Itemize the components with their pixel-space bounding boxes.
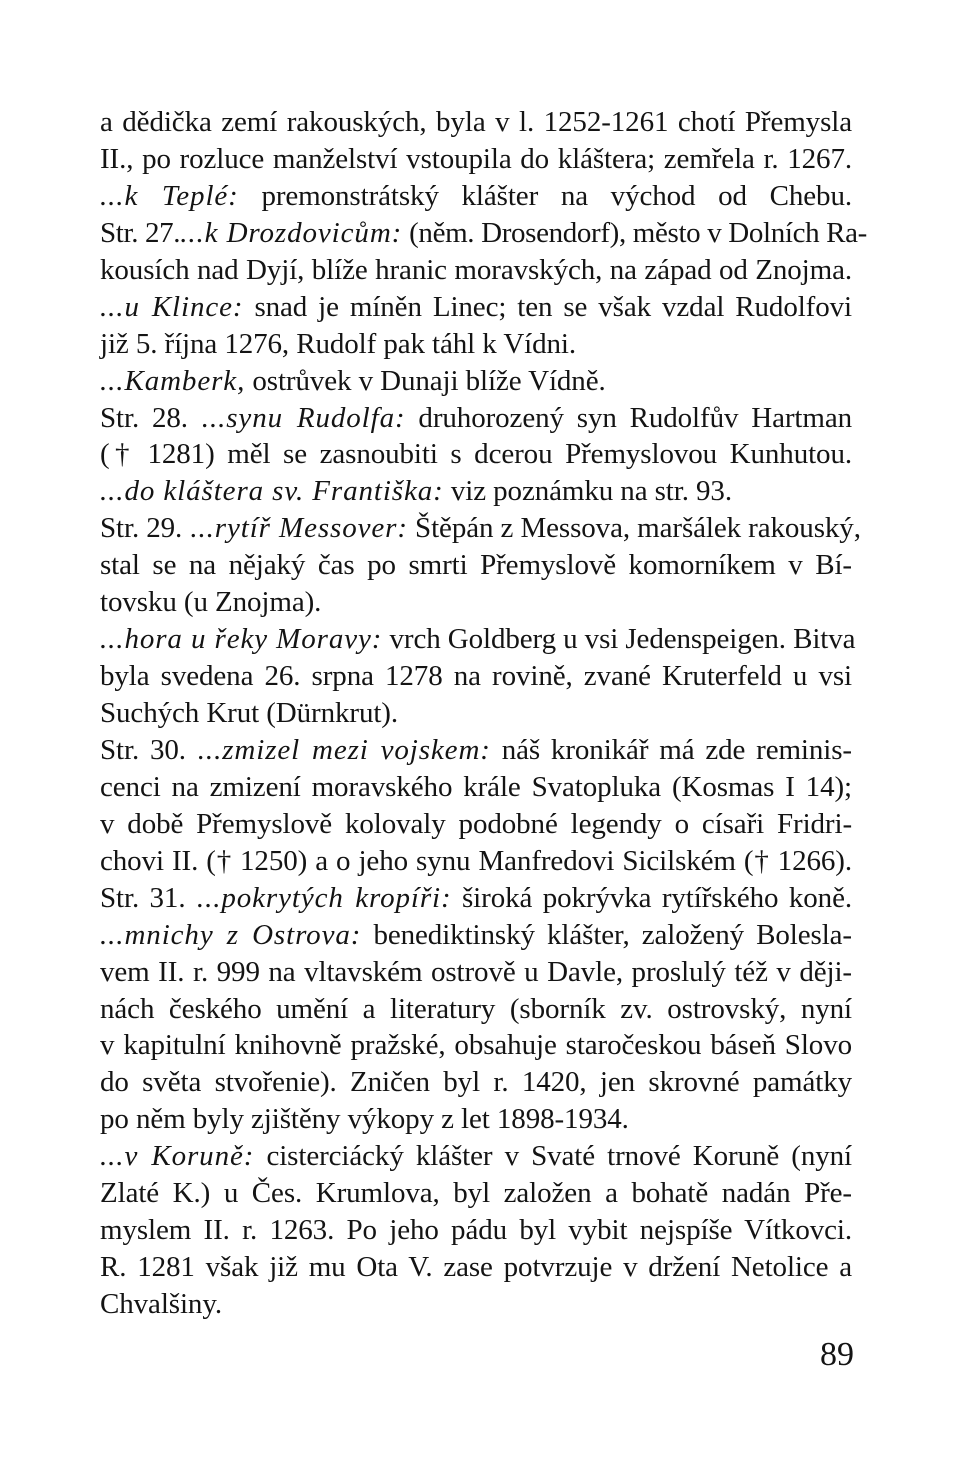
text-line [100, 991, 852, 1028]
text-line [100, 363, 852, 400]
text-segment: chovi II. († 1250) a o jeho synu Manfredovi Sicilském († 1266). [100, 844, 852, 877]
text-segment: náš kronikář má zde reminis- [490, 733, 852, 766]
text-line [100, 1027, 852, 1064]
text-line [100, 806, 852, 843]
italic-term: ...k Teplé: [100, 179, 239, 212]
text-segment: cisterciácký klášter v Svaté trnové Koruně (nyní [254, 1140, 852, 1173]
text-segment: široká pokrývka rytířského koně. [451, 881, 852, 914]
italic-term: ...mnichy z Ostrova: [100, 918, 362, 951]
text-line [100, 510, 861, 547]
text-segment: Str. 30. [100, 733, 186, 766]
text-segment: vem II. r. 999 na vltavském ostrově u Davle, proslulý též v ději- [100, 955, 852, 988]
italic-term: ...pokrytých kropíři: [185, 881, 452, 914]
text-line [100, 658, 852, 695]
text-segment: Str. 29. [100, 512, 183, 545]
text-segment: myslem II. r. 1263. Po jeho pádu byl vybit nejspíše Vítkovci. [100, 1214, 852, 1247]
text-segment: po něm byly zjištěny výkopy z let 1898-1934. [100, 1103, 629, 1136]
text-segment: Zlaté K.) u Čes. Krumlova, byl založen a bohatě nadán Pře- [100, 1177, 852, 1210]
text-segment: benediktinský klášter, založený Bolesla- [361, 918, 852, 951]
text-line [100, 917, 852, 954]
text-line [100, 215, 867, 252]
text-line [100, 880, 852, 917]
text-segment: (něm. Drosendorf), město v Dolních Ra- [402, 216, 867, 249]
text-line [100, 843, 852, 880]
text-line [100, 178, 852, 215]
italic-term: ...hora u řeky Moravy: [100, 623, 383, 656]
text-segment: nách českého umění a literatury (sborník zv. ostrovský, nyní [100, 992, 852, 1025]
text-segment: Štěpán z Messova, maršálek rakouský, [407, 512, 861, 545]
page-number: 89 [820, 1336, 854, 1373]
text-line [100, 695, 852, 732]
text-segment: viz poznámku na str. 93. [443, 475, 732, 508]
text-line [100, 1249, 852, 1286]
italic-term: ...u Klince: [100, 290, 244, 323]
italic-term: ...rytíř Messover: [182, 512, 408, 545]
text-line [100, 732, 852, 769]
text-segment: tovsku (u Znojma). [100, 586, 322, 619]
italic-term: ...synu Rudolfa: [187, 401, 406, 434]
text-segment: v době Přemyslově kolovaly podobné legendy o císaři Fridri- [100, 807, 852, 840]
italic-term: ...do kláštera sv. Františka: [100, 475, 444, 508]
text-segment: již 5. října 1276, Rudolf pak táhl k Vídni. [100, 327, 577, 360]
text-line [100, 1286, 852, 1323]
text-segment: stal se na nějaký čas po smrti Přemyslově komorníkem v Bí- [100, 549, 852, 582]
text-segment: a dědička zemí rakouských, byla v l. 1252-1261 chotí Přemysla [100, 106, 852, 138]
text-segment: v kapitulní knihovně pražské, obsahuje staročeskou báseň Slovo [100, 1029, 852, 1062]
text-segment: kousích nad Dyjí, blíže hranic moravských, na západ od Znojma. [100, 253, 852, 286]
text-line [100, 1138, 852, 1175]
text-segment: druhorozený syn Rudolfův Hartman [405, 401, 852, 434]
text-segment: Str. 28. [100, 401, 188, 434]
text-segment: premonstrátský klášter na východ od Chebu. [238, 179, 852, 212]
text-segment: do světa stvořenie). Zničen byl r. 1420, jen skrovné památky [100, 1066, 852, 1099]
text-segment: Str. 27. [100, 216, 181, 249]
text-segment: ostrůvek v Dunaji blíže Vídně. [245, 364, 606, 397]
text-line [100, 621, 856, 658]
text-line [100, 252, 852, 289]
text-line [100, 289, 852, 326]
text-segment: byla svedena 26. srpna 1278 na rovině, zvané Kruterfeld u vsi [100, 660, 852, 693]
text-segment: II., po rozluce manželství vstoupila do kláštera; zemřela r. 1267. [100, 142, 852, 175]
italic-term: ...zmizel mezi vojskem: [185, 733, 491, 766]
text-block [100, 104, 867, 1323]
text-line [100, 400, 852, 437]
text-line [100, 473, 852, 510]
text-line [100, 1175, 852, 1212]
text-segment: snad je míněn Linec; ten se však vzdal Rudolfovi [243, 290, 852, 323]
italic-term: ...k Drozdovicům: [180, 216, 403, 249]
text-line [100, 769, 852, 806]
text-segment: Str. 31. [100, 881, 186, 914]
text-segment: Suchých Krut (Dürnkrut). [100, 697, 399, 729]
italic-term: ...Kamberk, [100, 364, 246, 397]
text-line [100, 436, 852, 473]
text-line [100, 584, 852, 621]
text-line [100, 1212, 852, 1249]
text-line [100, 1064, 852, 1101]
text-segment: Chvalšiny. [100, 1288, 222, 1320]
text-line [100, 1101, 852, 1138]
text-line [100, 547, 852, 584]
text-segment: cenci na zmizení moravského krále Svatopluka (Kosmas I 14); [100, 770, 852, 803]
text-segment: R. 1281 však již mu Ota V. zase potvrzuje v držení Netolice a [100, 1251, 852, 1284]
text-line [100, 954, 852, 991]
text-line [100, 141, 852, 178]
text-segment: vrch Goldberg u vsi Jedenspeigen. Bitva [382, 623, 856, 656]
italic-term: ...v Koruně: [100, 1140, 255, 1173]
text-line [100, 104, 852, 141]
text-line [100, 326, 852, 363]
text-segment: († 1281) měl se zasnoubiti s dcerou Přemyslovou Kunhutou. [100, 438, 852, 471]
